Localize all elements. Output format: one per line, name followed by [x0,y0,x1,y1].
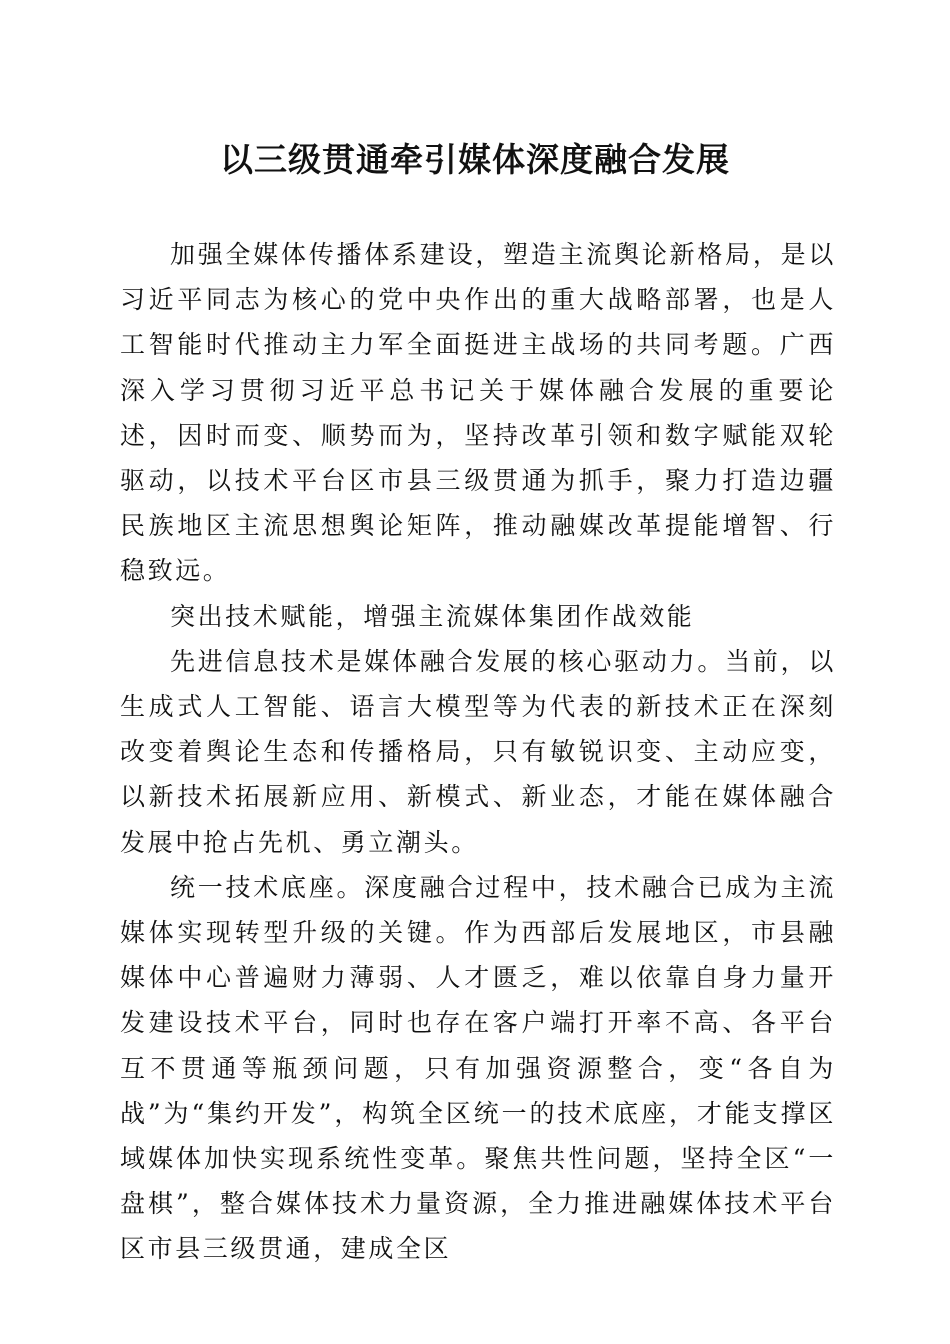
document-body [120,232,836,1272]
document-title: 以三级贯通牵引媒体深度融合发展 [220,140,730,179]
section-heading: 突出技术赋能，增强主流媒体集团作战效能 [170,601,695,631]
paragraph-unified-platform: 统一技术底座。深度融合过程中，技术融合已成为主流媒体实现转型升级的关键。作为西部后发展地区，市县融媒体中心普遍财力薄弱、人才匮乏，难以依靠自身力量开发建设技术平台，同时也存在客户端打开率不高、各平台互不贯通等瓶颈问题，只有加强资源整合，变“各自为战”为“集约开发”，构筑全区统一的技术底座，才能支撑区域媒体加快实现系统性变革。聚焦共性问题，坚持全区“一盘棋”，整合媒体技术力量资源，全力推进融媒体技术平台区市县三级贯通，建成全区 [120,872,836,1264]
paragraph-technology: 先进信息技术是媒体融合发展的核心驱动力。当前，以生成式人工智能、语言大模型等为代表的新技术正在深刻改变着舆论生态和传播格局，只有敏锐识变、主动应变，以新技术拓展新应用、新模式、新业态，才能在媒体融合发展中抢占先机、勇立潮头。 [120,646,836,857]
paragraph-intro: 加强全媒体传播体系建设，塑造主流舆论新格局，是以习近平同志为核心的党中央作出的重大战略部署，也是人工智能时代推动主力军全面挺进主战场的共同考题。广西深入学习贯彻习近平总书记关于媒体融合发展的重要论述，因时而变、顺势而为，坚持改革引领和数字赋能双轮驱动，以技术平台区市县三级贯通为抓手，聚力打造边疆民族地区主流思想舆论矩阵，推动融媒改革提能增智、行稳致远。 [120,240,836,586]
